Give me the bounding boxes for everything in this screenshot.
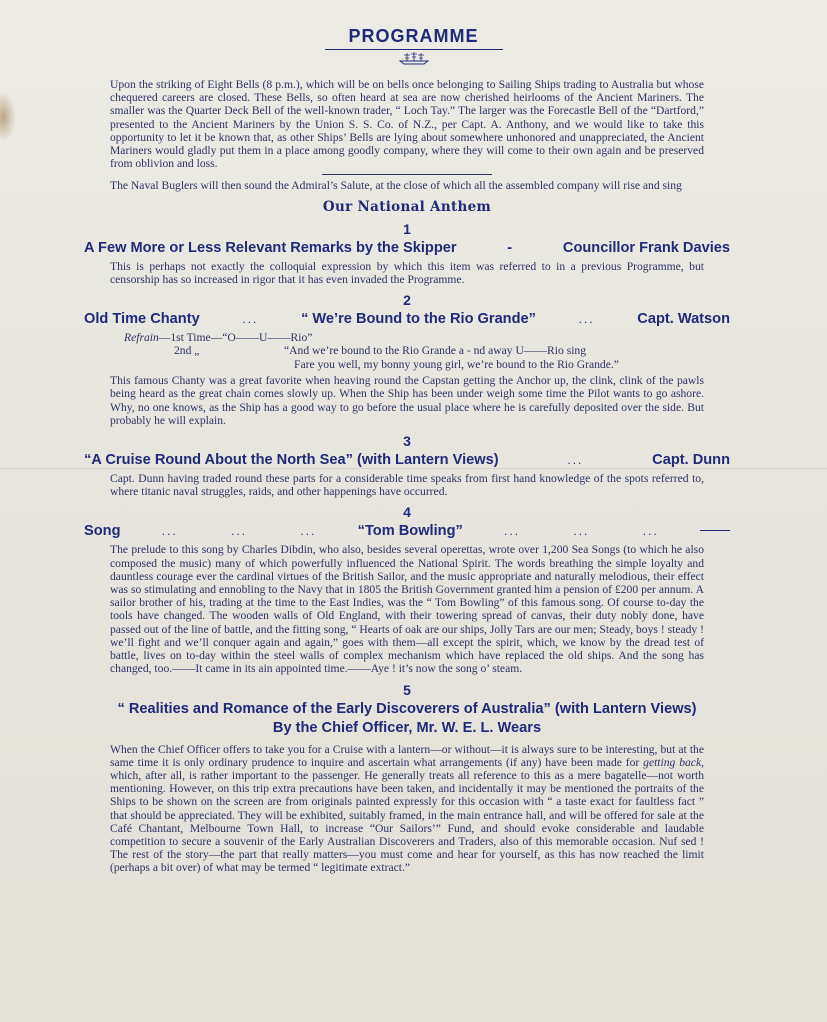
item-title: “ Realities and Romance of the Early Discoverers of Australia” (with Lantern Views) — [117, 700, 697, 717]
refrain-first-text: “O——U——Rio” — [222, 331, 313, 345]
item-5-text-a: When the Chief Officer offers to take you for a Cruise with a lantern—or without—it is always sure to be interesting, but at the same time it is only ordinary prudence to inquire and ascertain what arrangements (if any) have been made for — [110, 742, 704, 769]
header — [0, 26, 827, 65]
leader-dots: ... ... ... — [504, 524, 659, 539]
item-title: “Tom Bowling” — [357, 523, 463, 540]
item-performer: Capt. Dunn — [652, 452, 730, 469]
item-category: Old Time Chanty — [84, 311, 200, 328]
item-number: 4 — [403, 504, 411, 521]
item-number: 1 — [403, 220, 411, 237]
leader-dots: ... ... ... — [161, 524, 317, 539]
intro-paragraph: Upon the striking of Eight Bells (8 p.m.), which will be on bells once belonging to Sailing Ships trading to Australia but whose chequered careers are closed. These Bells, so often heard at sea are now cherished heirlooms of the Ancient Mariners. The smaller was the Quarter Deck Bell of the well-known trader, “ Loch Tay.” The larger was the Forecastle Bell of the “Dartford,” presented to the Ancient Mariners by the Union S. S. Co. of N.Z., per Capt. A. Anthony, and we would like to take this opportunity to let it be known that, as other Ships’ Bells are lying about somewhere unhonored and unappreciated, the Ancient Mariners would gladly put them in a place among goodly company, where they will come to their own again and be preserved from oblivion and loss. — [110, 78, 704, 171]
item-5-text-b: , which, after all, is rather important to the passenger. He generally treats all reference to this as a mere bagatelle—not worth mentioning. However, on this trip extra precautions have been taken, and incidentally it may be mentioned the portraits of the Ships to be shown on the screen are from originals painted expressly for this occasion with “ a taste exact for faultless fact ” that should be appreciated. They will be exhibited, suitably framed, in the main entrance hall, and will be offered for sale at the Café Chantant, Melbourne Town Hall, to increase “Our Sailors’” Fund, and should evoke considerable and laudable competition to secure a souvenir of the Early Australian Discoverers and Traders, also of this memorable occasion. Nuf sed ! The rest of the story—the part that really matters—you must come and hear for yourself, as this has now reached the limit (perhaps a bit over) of what may be termed “ legitimate extract.” — [110, 755, 704, 875]
anthem-heading: Our National Anthem — [322, 198, 492, 215]
refrain-first-line-label — [124, 331, 222, 344]
leader-dots: ... — [578, 312, 595, 327]
refrain-second-label: 2nd „ — [174, 344, 200, 358]
item-1-heading — [84, 239, 730, 257]
item-4-heading — [84, 522, 730, 540]
item-performer: By the Chief Officer, Mr. W. E. L. Wears — [272, 719, 542, 736]
ship-ornament-icon — [397, 51, 431, 65]
divider — [322, 174, 492, 175]
item-2-heading — [84, 310, 730, 328]
item-title: A Few More or Less Relevant Remarks by the Skipper — [84, 239, 457, 256]
item-3-heading — [84, 451, 730, 469]
item-5-text-italic: getting back — [643, 755, 702, 769]
performer-blank — [700, 530, 730, 531]
item-2-description: This famous Chanty was a great favorite when heaving round the Capstan getting the Anchor up, the clink, clink of the pawls being heard as the great chain comes slowly up. When the Ship has been under weigh some time the Pilot wants to go ashore. Why, no one knows, as the Ship has a good way to go before the usual place where he is carefully deposited over the side. But probably he will explain. — [110, 374, 704, 427]
item-3-description: Capt. Dunn having traded round these parts for a considerable time speaks from first hand knowledge of the spots referred to, where titanic naval struggles, raids, and other happenings have occurred. — [110, 472, 704, 499]
item-number: 2 — [403, 292, 411, 309]
salute-paragraph: The Naval Buglers will then sound the Admiral’s Salute, at the close of which all the assembled company will rise and sing — [110, 179, 682, 193]
separator: - — [507, 239, 513, 256]
leader-dots: ... — [567, 453, 584, 468]
refrain-block — [124, 331, 730, 371]
programme-content — [84, 78, 730, 875]
refrain-second-text: “And we’re bound to the Rio Grande a - nd away U——Rio sing — [284, 344, 587, 358]
item-4-description: The prelude to this song by Charles Dibdin, who also, besides several operettas, wrote over 1,200 Sea Songs (to which he also composed the music) many of which powerfully influenced the National Spirit. The words breathing the simple loyalty and dauntless courage ever the cardinal virtues of the British Sailor, and the music appropriate and naturally melodious, their effect was so stimulating and ennobling to the Navy that in 1805 the British Government granted him a pension of £200 per annum. A sailor brother of his, trading at the time to the East Indies, was the “ Tom Bowling” of this famous song. Of course to-day the tools have changed. The wooden walls of Old England, with their towering spread of canvas, their duty nobly done, have passed out of the line of battle, and the fitting song, “ Hearts of oak are our ships, Jolly Tars are our men; Steady, boys ! steady ! we’ll fight and we’ll conquer again and again,” goes with them—all except the spirit, which, we know by the dread test of battle, lives on to-day within the steel walls of complex mechanism which have replaced the old ships. And the song has changed, too.——It came in its ain appointed time.——Aye ! it’s now the song o’ steam. — [110, 543, 704, 676]
item-title: “ We’re Bound to the Rio Grande” — [301, 311, 536, 328]
item-performer: Councillor Frank Davies — [562, 239, 730, 256]
page-title: PROGRAMME — [325, 26, 503, 50]
paper-stain — [0, 92, 16, 142]
refrain-label: Refrain — [124, 331, 159, 345]
item-number: 3 — [403, 433, 411, 450]
item-title: “A Cruise Round About the North Sea” (with Lantern Views) — [84, 452, 499, 469]
item-5-description — [84, 743, 730, 875]
leader-dots: ... — [242, 312, 259, 327]
refrain-second-text-cont: Fare you well, my bonny young girl, we’re bound to the Rio Grande.” — [294, 357, 619, 371]
item-category: Song — [84, 523, 121, 540]
item-number: 5 — [403, 681, 411, 698]
item-1-description: This is perhaps not exactly the colloquial expression by which this item was referred to in a previous Programme, but censorship has so increased in rigor that it has even invaded the Programme. — [110, 259, 704, 286]
item-performer: Capt. Watson — [637, 311, 730, 328]
refrain-first-time-label: —1st Time— — [158, 331, 223, 345]
